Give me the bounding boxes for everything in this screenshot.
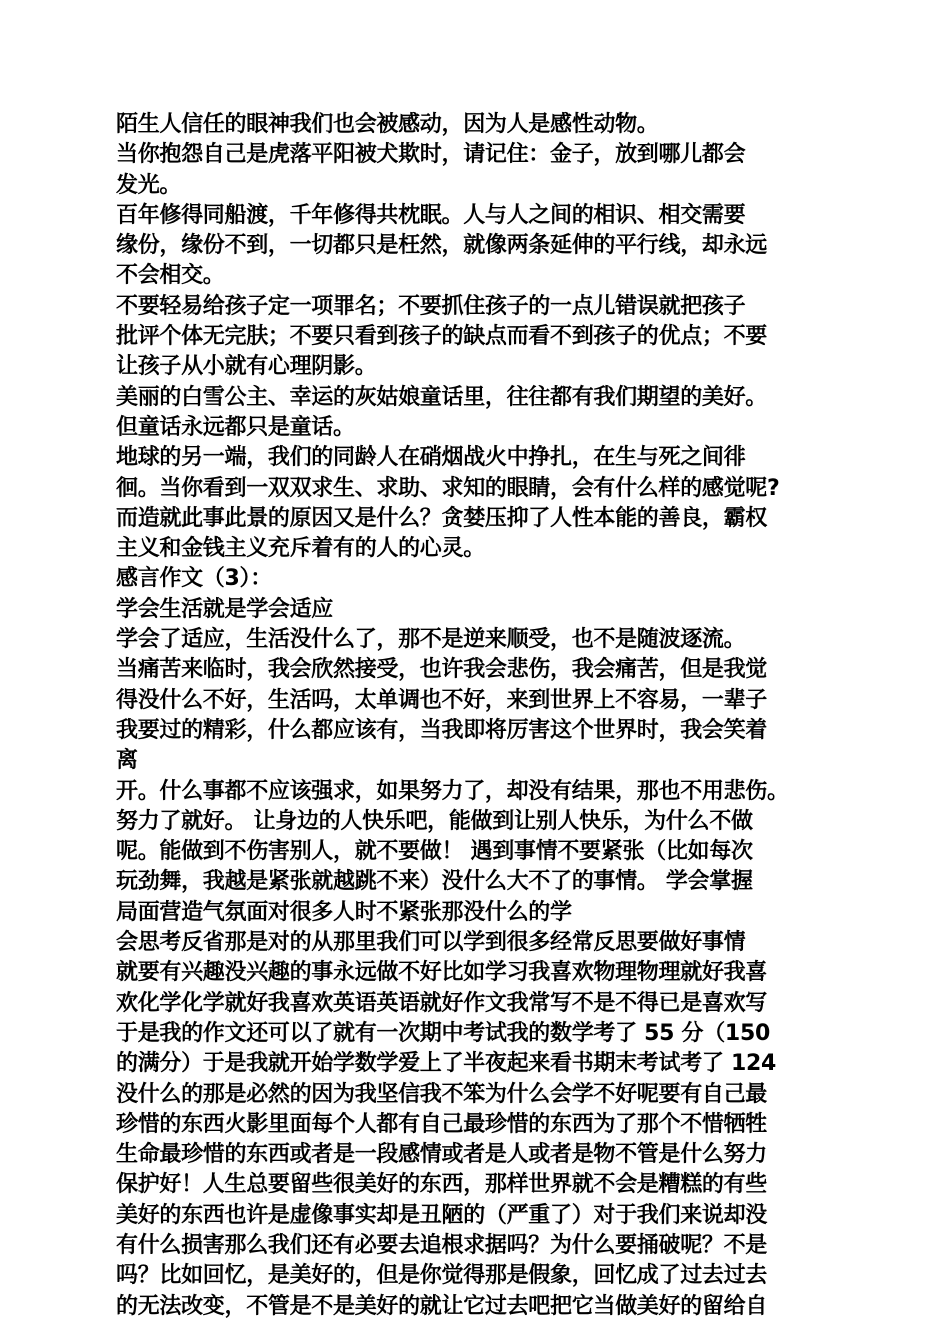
text-line: 欢化学化学就好我喜欢英语英语就好作文我常写不是不得已是喜欢写	[116, 990, 768, 1016]
text-line: 美好的东西也许是虚像事实却是丑陋的（严重了）对于我们来说却没	[116, 1202, 768, 1228]
text-line: 学会了适应，生活没什么了，那不是逆来顺受，也不是随波逐流。	[116, 627, 746, 653]
text-line: 陌生人信任的眼神我们也会被感动，因为人是感性动物。	[116, 112, 659, 137]
text-line: 会思考反省那是对的从那里我们可以学到很多经常反思要做好事情	[116, 930, 746, 956]
text-line: 得没什么不好，生活吗，太单调也不好，来到世界上不容易，一辈子	[116, 687, 768, 713]
text-line: 不要轻易给孩子定一项罪名；不要抓住孩子的一点儿错误就把孩子	[116, 293, 746, 319]
text-line: 离	[116, 748, 138, 774]
text-line: 发光。	[116, 172, 182, 198]
text-line: 没什么的那是必然的因为我坚信我不笨为什么会学不好呢要有自己最	[116, 1081, 768, 1107]
text-line: 生命最珍惜的东西或者是一段感情或者是人或者是物不管是什么努力	[116, 1142, 768, 1168]
text-line: 批评个体无完肤；不要只看到孩子的缺点而看不到孩子的优点；不要	[116, 324, 768, 350]
text-line: 学会生活就是学会适应	[116, 596, 334, 622]
text-line: 我要过的精彩，什么都应该有，当我即将厉害这个世界时，我会笑着	[116, 717, 768, 743]
text-line: 让孩子从小就有心理阴影。	[116, 354, 377, 380]
text-line: 的满分）于是我就开始学数学爱上了半夜起来看书期末考试考了 124	[116, 1051, 776, 1077]
text-line: 当你抱怨自己是虎落平阳被犬欺时，请记住：金子，放到哪儿都会	[116, 142, 746, 168]
text-line: 呢。能做到不伤害别人，就不要做！ 遇到事情不要紧张（比如每次	[116, 839, 753, 865]
text-line: 于是我的作文还可以了就有一次期中考试我的数学考了 55 分（150	[116, 1020, 770, 1046]
text-line: 但童话永远都只是童话。	[116, 414, 355, 440]
text-line: 局面营造气氛面对很多人时不紧张那没什么的学	[116, 899, 572, 925]
text-line: 玩劲舞，我越是紧张就越跳不来）没什么大不了的事情。 学会掌握	[116, 869, 753, 895]
text-line: 努力了就好。 让身边的人快乐吧，能做到让别人快乐，为什么不做	[116, 808, 753, 834]
text-line: 珍惜的东西火影里面每个人都有自己最珍惜的东西为了那个不惜牺牲	[116, 1111, 768, 1137]
text-line: 美丽的白雪公主、幸运的灰姑娘童话里，往往都有我们期望的美好。	[116, 384, 768, 410]
text-line: 百年修得同船渡，千年修得共枕眠。人与人之间的相识、相交需要	[116, 202, 746, 228]
text-line: 主义和金钱主义充斥着有的人的心灵。	[116, 536, 485, 562]
text-line: 当痛苦来临时，我会欣然接受，也许我会悲伤，我会痛苦，但是我觉	[116, 657, 768, 683]
text-line: 徊。当你看到一双双求生、求助、求知的眼睛，会有什么样的感觉呢?	[116, 475, 780, 501]
text-line: 不会相交。	[116, 263, 225, 289]
text-line: 地球的另一端，我们的同龄人在硝烟战火中挣扎，在生与死之间徘	[116, 445, 746, 471]
text-line: 感言作文（3）：	[116, 566, 272, 592]
text-line: 的无法改变，不管是不是美好的就让它过去吧把它当做美好的留给自	[116, 1293, 768, 1319]
text-line: 吗？比如回忆，是美好的，但是你觉得那是假象，回忆成了过去过去	[116, 1263, 768, 1289]
text-line: 就要有兴趣没兴趣的事永远做不好比如学习我喜欢物理物理就好我喜	[116, 960, 768, 986]
text-line: 缘份，缘份不到，一切都只是枉然，就像两条延伸的平行线，却永远	[116, 233, 768, 259]
text-line: 而造就此事此景的原因又是什么？贪婪压抑了人性本能的善良，霸权	[116, 505, 768, 531]
text-line: 有什么损害那么我们还有必要去追根求据吗？为什么要捅破呢？不是	[116, 1232, 768, 1258]
document-body	[116, 110, 856, 1322]
text-line: 保护好！人生总要留些很美好的东西，那样世界就不会是糟糕的有些	[116, 1172, 768, 1198]
text-line: 开。什么事都不应该强求，如果努力了，却没有结果，那也不用悲伤。	[116, 778, 789, 804]
